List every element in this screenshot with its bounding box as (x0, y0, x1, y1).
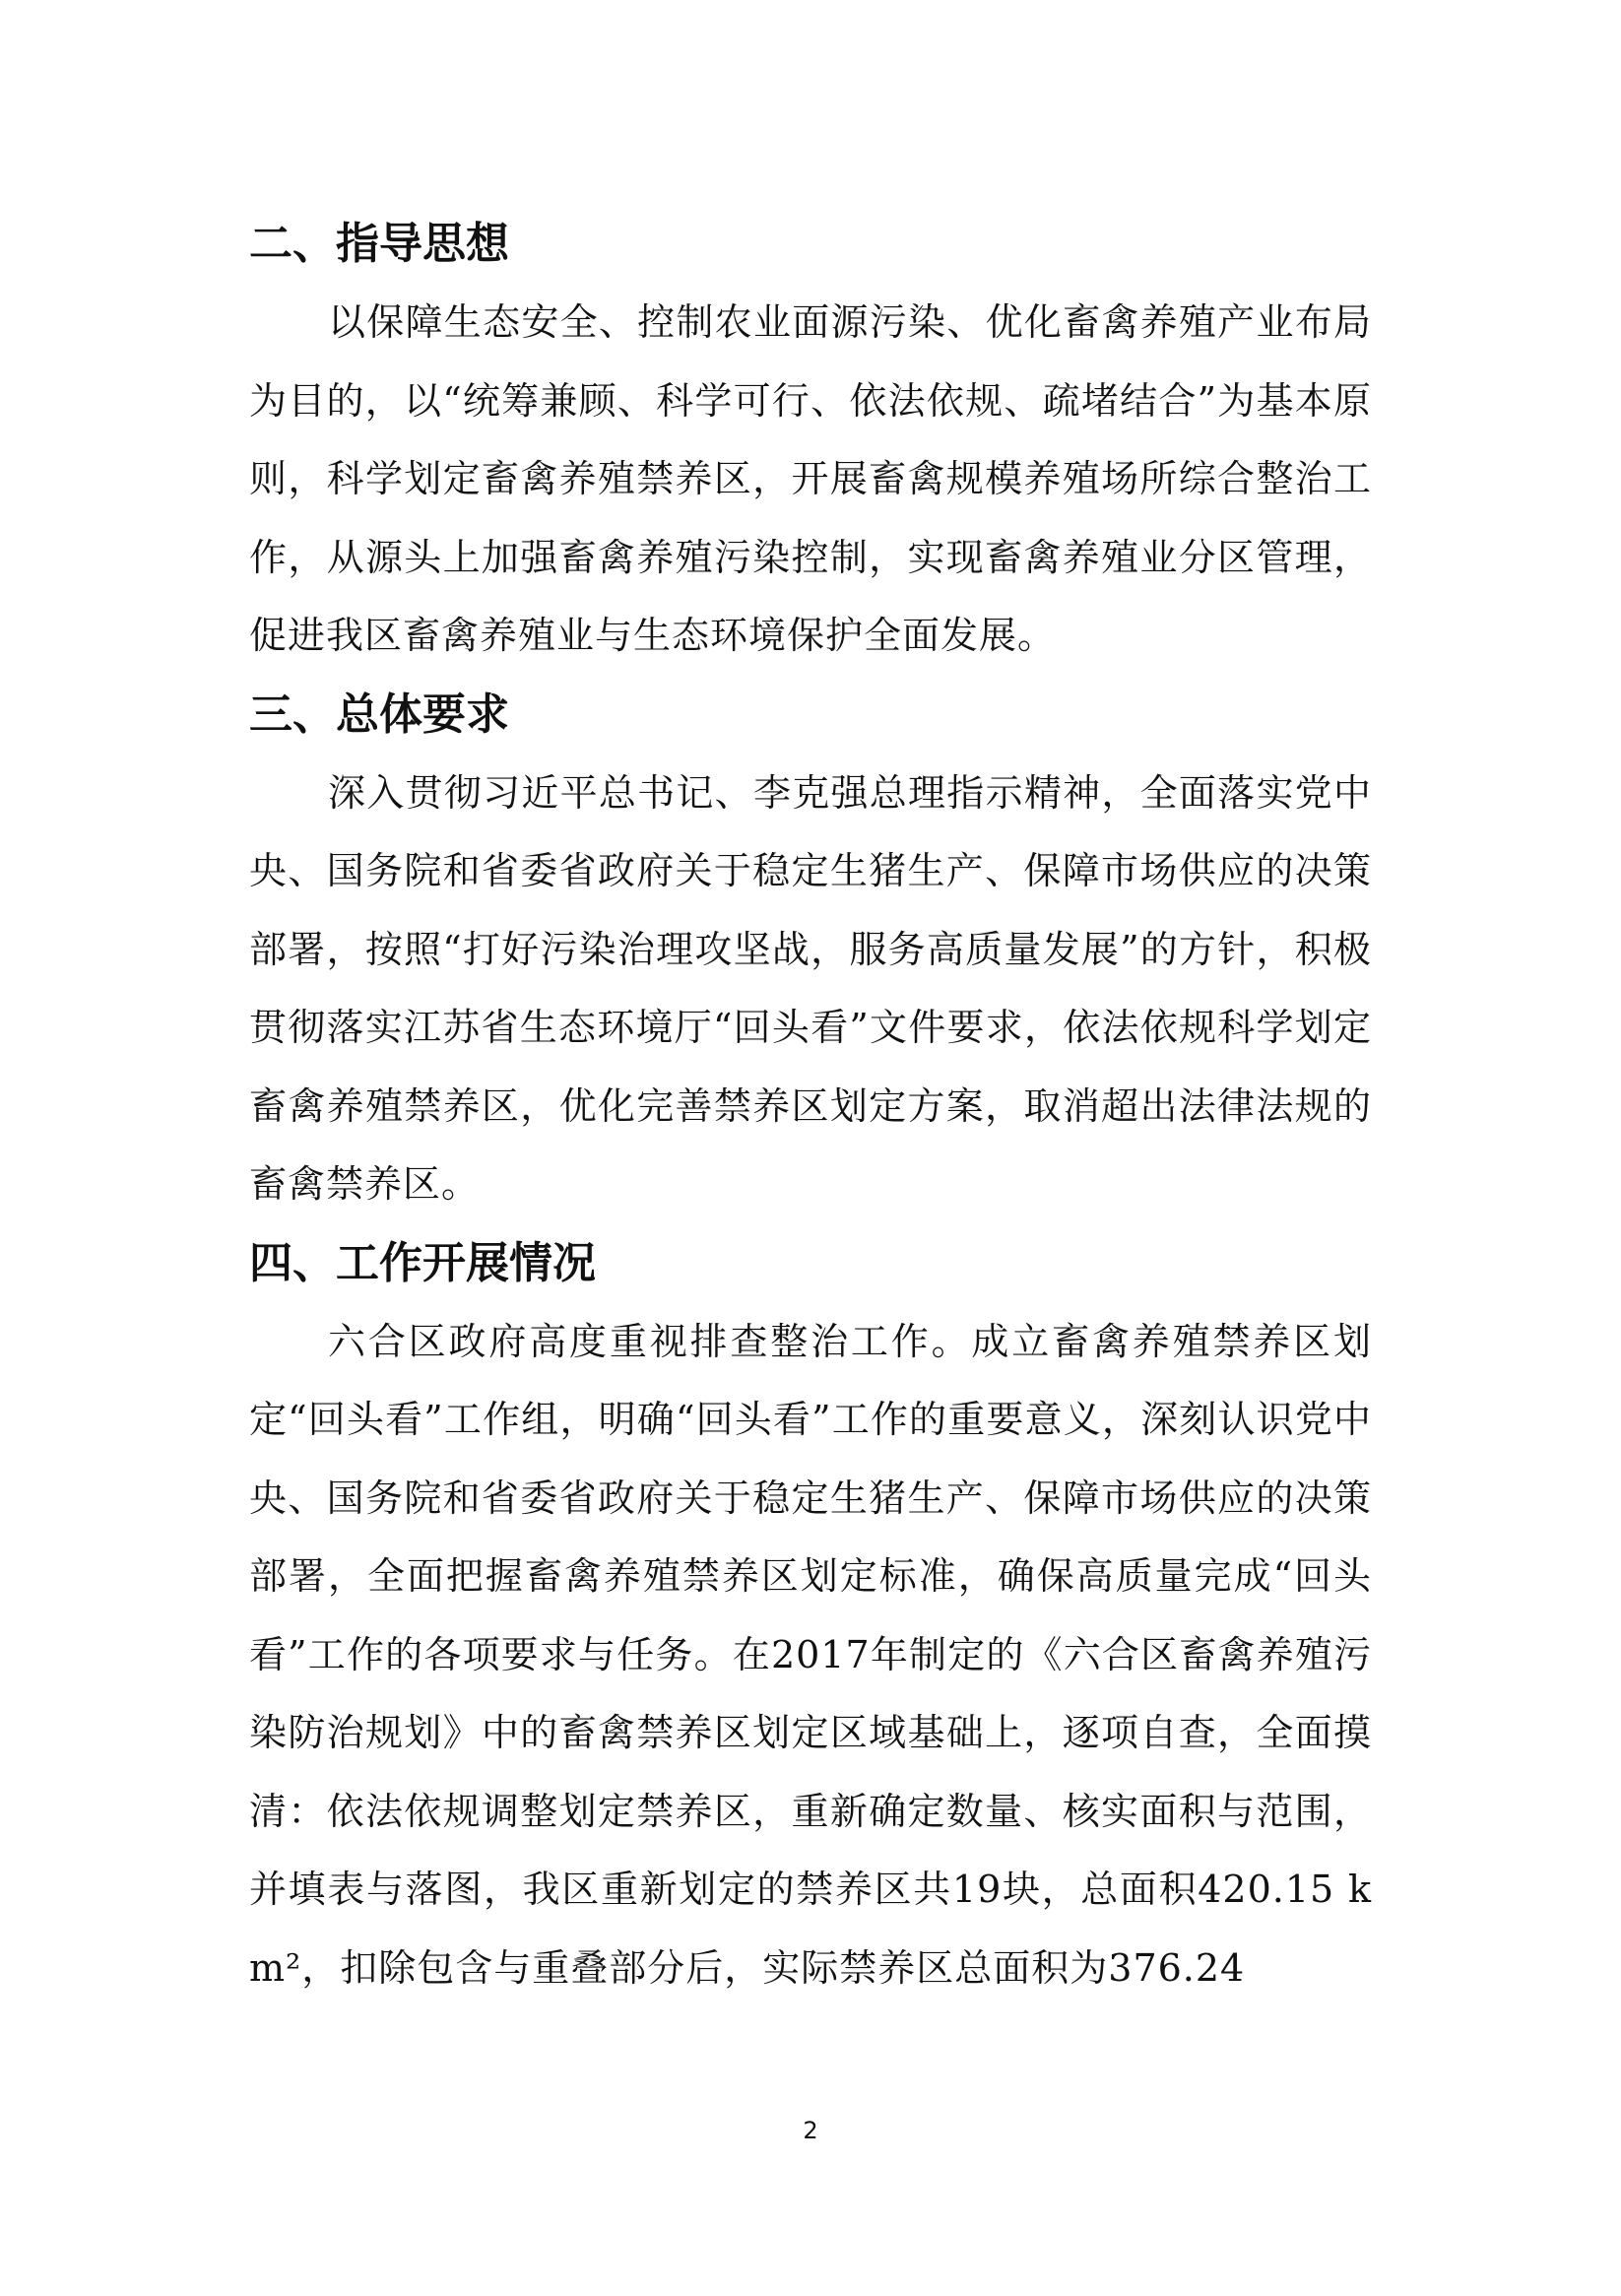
document-body (249, 205, 1372, 2007)
page-number: 2 (803, 2117, 818, 2144)
section-heading-guiding-ideology: 二、指导思想 (249, 219, 509, 269)
section-heading-general-requirements: 三、总体要求 (249, 689, 509, 740)
section-paragraph-general-requirements: 深入贯彻习近平总书记、李克强总理指示精神，全面落实党中央、国务院和省委省政府关于稳定生猪生产、保障市场供应的决策部署，按照“打好污染治理攻坚战，服务高质量发展”的方针，积极贯彻落实江苏省生态环境厅“回头看”文件要求，依法依规科学划定畜禽养殖禁养区，优化完善禁养区划定方案，取消超出法律法规的畜禽禁养区。 (249, 770, 1372, 1206)
section-heading-work-progress: 四、工作开展情况 (249, 1237, 596, 1288)
section-paragraph-guiding-ideology: 以保障生态安全、控制农业面源污染、优化畜禽养殖产业布局为目的，以“统筹兼顾、科学可行、依法依规、疏堵结合”为基本原则，科学划定畜禽养殖禁养区，开展畜禽规模养殖场所综合整治工作，从源头上加强畜禽养殖污染控制，实现畜禽养殖业分区管理，促进我区畜禽养殖业与生态环境保护全面发展。 (249, 300, 1372, 657)
section-paragraph-work-progress: 六合区政府高度重视排查整治工作。成立畜禽养殖禁养区划定“回头看”工作组，明确“回头看”工作的重要意义，深刻认识党中央、国务院和省委省政府关于稳定生猪生产、保障市场供应的决策部署，全面把握畜禽养殖禁养区划定标准，确保高质量完成“回头看”工作的各项要求与任务。在2017年制定的《六合区畜禽养殖污染防治规划》中的畜禽禁养区划定区域基础上，逐项自查，全面摸清：依法依规调整划定禁养区，重新确定数量、核实面积与范围，并填表与落图，我区重新划定的禁养区共19块，总面积420.15 km²，扣除包含与重叠部分后，实际禁养区总面积为376.24 (249, 1319, 1372, 1990)
